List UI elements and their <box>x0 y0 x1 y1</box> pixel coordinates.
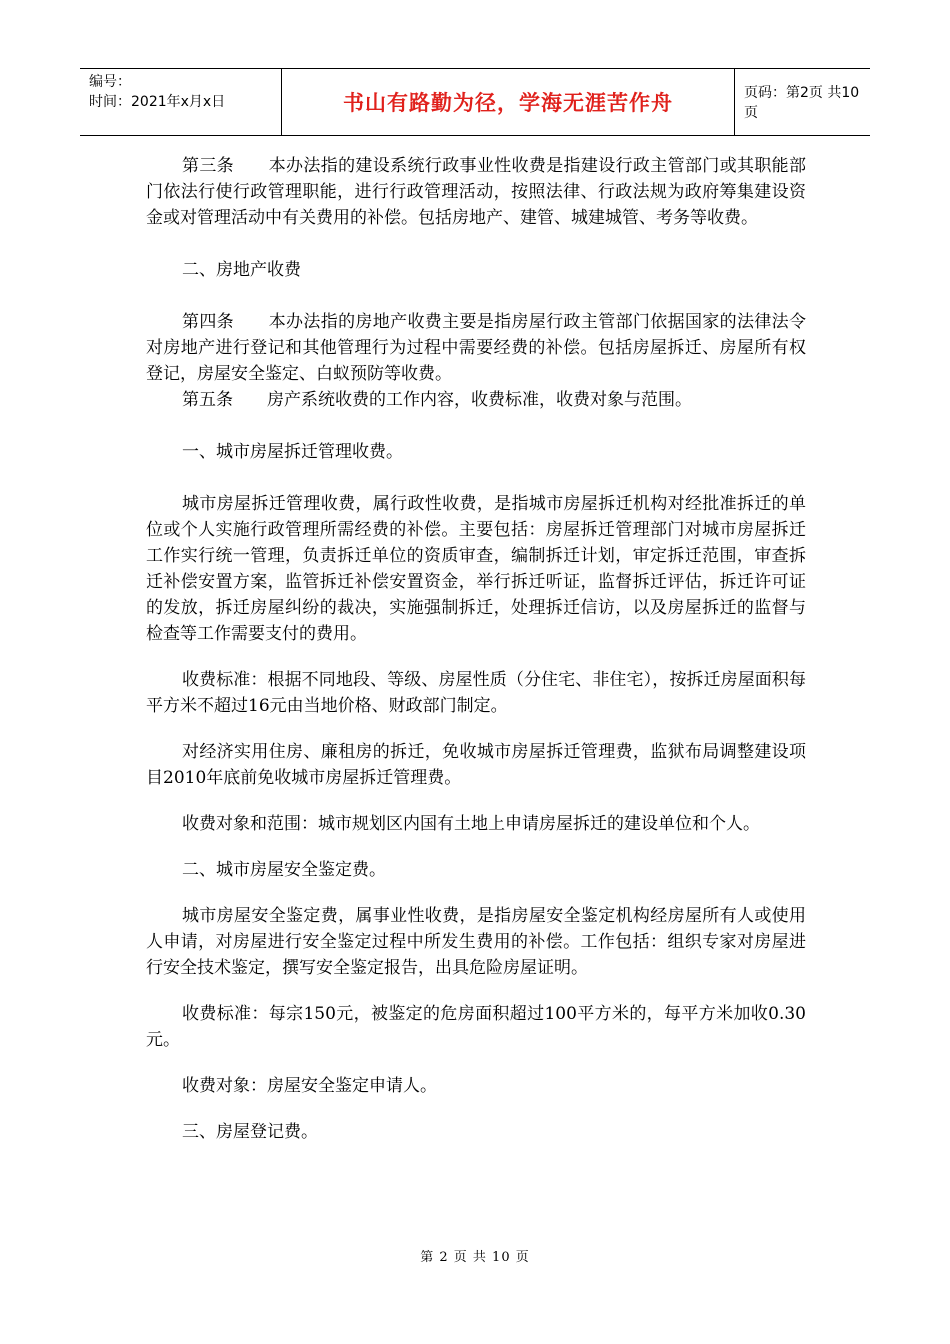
subsection-heading-safety: 二、城市房屋安全鉴定费。 <box>182 860 386 880</box>
paragraph-demolition-fee: 城市房屋拆迁管理收费，属行政性收费，是指城市房屋拆迁机构对经批准拆迁的单位或个人实施行政管理所需经费的补偿。主要包括：房屋拆迁管理部门对城市房屋拆迁工作实行统一管理，负责拆迁单位的资质审查，编制拆迁计划，审定拆迁范围，审查拆迁补偿安置方案，监管拆迁补偿安置资金，举行拆迁听证，监督拆迁评估，拆迁许可证的发放，拆迁房屋纠纷的裁决，实施强制拆迁，处理拆迁信访，以及房屋拆迁的监督与检查等工作需要支付的费用。 <box>146 494 806 644</box>
paragraph-demolition-scope: 收费对象和范围：城市规划区内国有土地上申请房屋拆迁的建设单位和个人。 <box>182 814 760 834</box>
page-header <box>80 68 870 136</box>
document-time: 时间：2021年x月x日 <box>89 94 226 110</box>
paragraph-safety-standard: 收费标准：每宗150元，被鉴定的危房面积超过100平方米的，每平方米加收0.30元。 <box>146 1004 806 1050</box>
page-number-label: 页码：第2页 共10页 <box>744 85 860 121</box>
header-page-info <box>735 69 870 135</box>
paragraph-demolition-standard: 收费标准：根据不同地段、等级、房屋性质（分住宅、非住宅），按拆迁房屋面积每平方米不超过16元由当地价格、财政部门制定。 <box>146 670 806 716</box>
article-3: 第三条 本办法指的建设系统行政事业性收费是指建设行政主管部门或其职能部门依法行使行政管理职能，进行行政管理活动，按照法律、行政法规为政府筹集建设资金或对管理活动中有关费用的补偿。包括房地产、建管、城建城管、考务等收费。 <box>146 156 806 228</box>
paragraph-safety-target: 收费对象：房屋安全鉴定申请人。 <box>182 1076 437 1096</box>
document-body <box>146 153 806 1145</box>
header-motto-cell <box>282 69 735 135</box>
motto-text: 书山有路勤为径，学海无涯苦作舟 <box>343 91 673 115</box>
subsection-heading-registration: 三、房屋登记费。 <box>182 1122 318 1142</box>
paragraph-demolition-exemption: 对经济实用住房、廉租房的拆迁，免收城市房屋拆迁管理费，监狱布局调整建设项目2010年底前免收城市房屋拆迁管理费。 <box>146 742 806 788</box>
document-number: 编号： <box>89 74 131 90</box>
section-heading-real-estate: 二、房地产收费 <box>182 260 301 280</box>
article-4: 第四条 本办法指的房地产收费主要是指房屋行政主管部门依据国家的法律法令对房地产进行登记和其他管理行为过程中需要经费的补偿。包括房屋拆迁、房屋所有权登记，房屋安全鉴定、白蚁预防等收费。 <box>146 312 806 384</box>
header-meta <box>80 69 282 135</box>
page-footer: 第 2 页 共 10 页 <box>420 1250 530 1265</box>
subsection-heading-demolition: 一、城市房屋拆迁管理收费。 <box>182 442 403 462</box>
paragraph-safety-fee: 城市房屋安全鉴定费，属事业性收费，是指房屋安全鉴定机构经房屋所有人或使用人申请，对房屋进行安全鉴定过程中所发生费用的补偿。工作包括：组织专家对房屋进行安全技术鉴定，撰写安全鉴定报告，出具危险房屋证明。 <box>146 906 806 978</box>
article-5: 第五条 房产系统收费的工作内容，收费标准，收费对象与范围。 <box>182 390 692 410</box>
